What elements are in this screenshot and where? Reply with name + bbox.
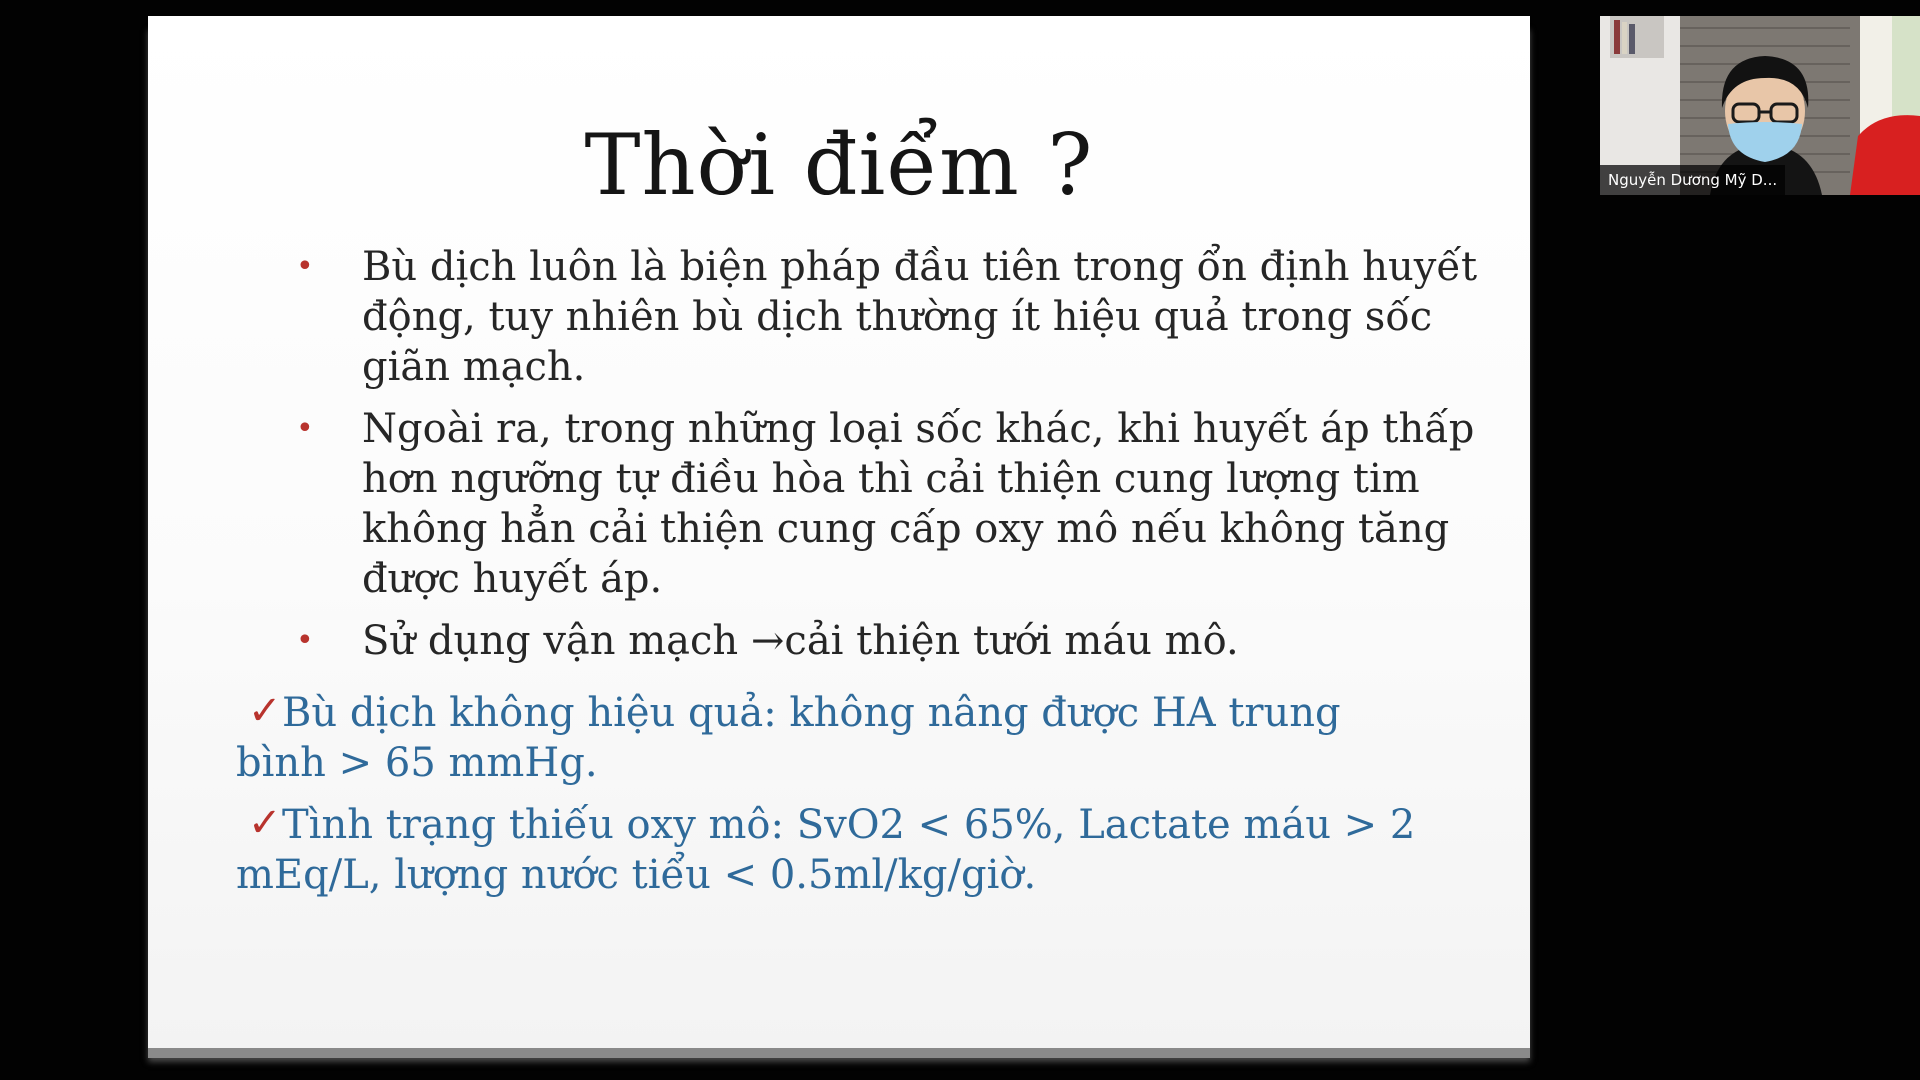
participant-video-tile[interactable] xyxy=(1600,16,1920,195)
participant-name-label: Nguyễn Dương Mỹ D... xyxy=(1600,165,1785,195)
checkmark-item xyxy=(236,800,1436,900)
bullet-dot-icon: • xyxy=(296,623,314,658)
bullet-item xyxy=(296,242,1502,392)
bullet-list xyxy=(296,242,1502,678)
checkmark-icon: ✓ xyxy=(248,800,282,846)
bullet-item xyxy=(296,616,1502,666)
shared-slide xyxy=(148,16,1530,1048)
slide-title: Thời điểm ? xyxy=(584,116,1094,214)
checkmark-icon: ✓ xyxy=(248,688,282,734)
bullet-text: Ngoài ra, trong những loại sốc khác, khi huyết áp thấp hơn ngưỡng tự điều hòa thì cải thiện cung lượng tim không hẳn cải thiện cung cấp oxy mô nếu không tăng được huyết áp. xyxy=(362,406,1475,602)
checkmark-list xyxy=(236,688,1436,912)
checkmark-text: Tình trạng thiếu oxy mô: SvO2 < 65%, Lactate máu > 2 mEq/L, lượng nước tiểu < 0.5ml/kg/giờ. xyxy=(236,802,1416,898)
checkmark-text: Bù dịch không hiệu quả: không nâng được HA trung bình > 65 mmHg. xyxy=(236,690,1341,786)
bullet-dot-icon: • xyxy=(296,411,314,446)
bullet-dot-icon: • xyxy=(296,249,314,284)
bullet-item xyxy=(296,404,1502,604)
bullet-text: Bù dịch luôn là biện pháp đầu tiên trong ổn định huyết động, tuy nhiên bù dịch thường ít hiệu quả trong sốc giãn mạch. xyxy=(362,244,1478,390)
bullet-text: Sử dụng vận mạch →cải thiện tưới máu mô. xyxy=(362,618,1239,664)
checkmark-item xyxy=(236,688,1436,788)
